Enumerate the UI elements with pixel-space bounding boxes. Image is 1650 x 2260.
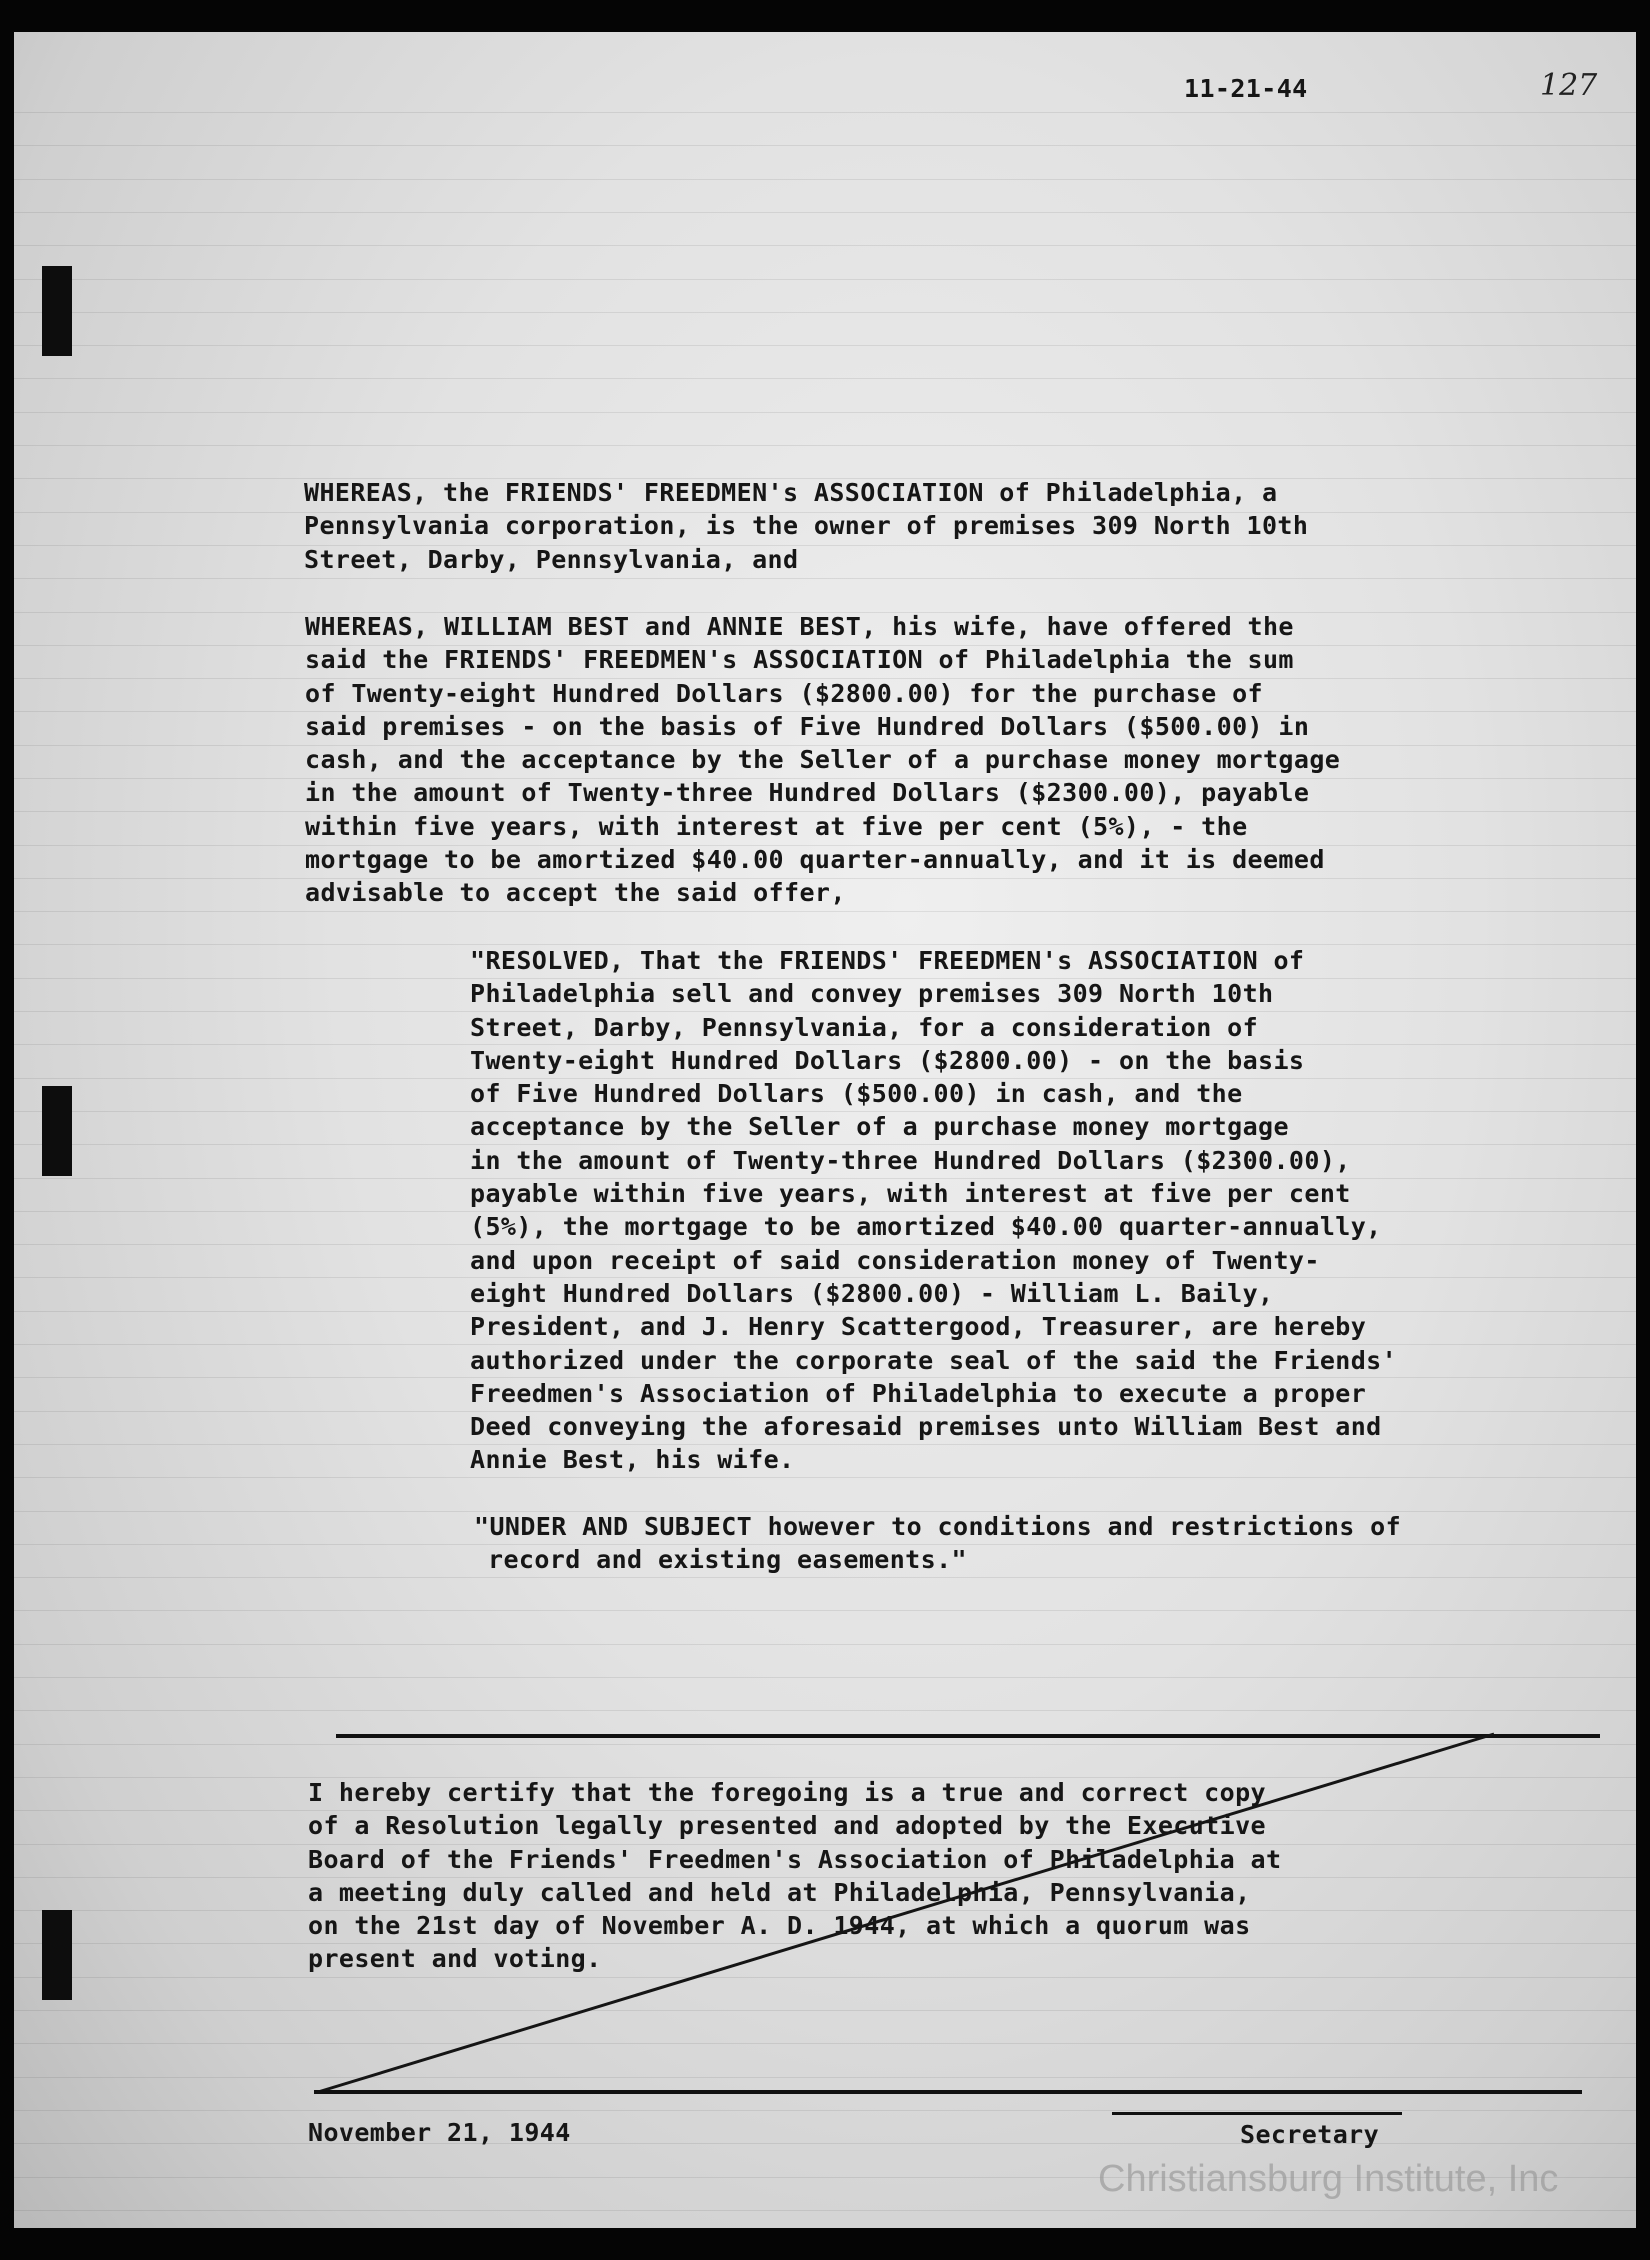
text-line: said the FRIENDS' FREEDMEN's ASSOCIATION of Philadelphia the sum [305, 645, 1294, 675]
text-line: eight Hundred Dollars ($2800.00) - William L. Baily, [470, 1278, 1274, 1308]
text-line: (5%), the mortgage to be amortized $40.00 quarter-annually, [470, 1212, 1382, 1242]
text-line: within five years, with interest at five per cent (5%), - the [305, 811, 1248, 841]
text-line: advisable to accept the said offer, [305, 878, 846, 908]
text-line: acceptance by the Seller of a purchase money mortgage [470, 1112, 1289, 1142]
text-line: Freedmen's Association of Philadelphia to execute a proper [470, 1378, 1367, 1408]
signature-label: Secretary [1240, 2120, 1380, 2149]
text-line: Pennsylvania corporation, is the owner of premises 309 North 10th [304, 511, 1309, 541]
text-line: I hereby certify that the foregoing is a true and correct copy [308, 1778, 1266, 1807]
text-line: Street, Darby, Pennsylvania, for a consideration of [470, 1012, 1259, 1042]
text-line: authorized under the corporate seal of the said the Friends' [470, 1345, 1398, 1375]
text-line: Board of the Friends' Freedmen's Association of Philadelphia at [308, 1844, 1282, 1874]
text-line: WHEREAS, the FRIENDS' FREEDMEN's ASSOCIATION of Philadelphia, a [304, 478, 1278, 507]
text-line: and upon receipt of said consideration money of Twenty- [470, 1245, 1320, 1275]
text-line: "UNDER AND SUBJECT however to conditions and restrictions of [474, 1512, 1402, 1541]
text-line: WHEREAS, WILLIAM BEST and ANNIE BEST, his wife, have offered the [305, 612, 1294, 641]
text-line: Street, Darby, Pennsylvania, and [304, 544, 799, 574]
text-line: cash, and the acceptance by the Seller of a purchase money mortgage [305, 745, 1341, 775]
watermark-text: Christiansburg Institute, Inc [1098, 2158, 1559, 2200]
text-line: Twenty-eight Hundred Dollars ($2800.00) - on the basis [470, 1045, 1305, 1075]
text-line: Deed conveying the aforesaid premises unto William Best and [470, 1412, 1382, 1442]
text-line: Annie Best, his wife. [470, 1445, 795, 1475]
text-line: said premises - on the basis of Five Hundred Dollars ($500.00) in [305, 711, 1310, 741]
text-line: in the amount of Twenty-three Hundred Dollars ($2300.00), payable [305, 778, 1310, 808]
bottom-separator-line [314, 2090, 1582, 2094]
cross-out-diagonal-line [14, 32, 1636, 2228]
text-line: in the amount of Twenty-three Hundred Dollars ($2300.00), [470, 1145, 1351, 1175]
text-line: mortgage to be amortized $40.00 quarter-annually, and it is deemed [305, 845, 1325, 875]
text-line: President, and J. Henry Scattergood, Treasurer, are hereby [470, 1312, 1367, 1342]
text-line: of Five Hundred Dollars ($500.00) in cash, and the [470, 1079, 1243, 1109]
page-number: 127 [1540, 68, 1598, 103]
paper-sheet [14, 32, 1636, 2228]
text-line: present and voting. [308, 1944, 602, 1974]
header-date: 11-21-44 [1184, 74, 1308, 103]
text-line: a meeting duly called and held at Philadelphia, Pennsylvania, [308, 1877, 1251, 1907]
text-line: Philadelphia sell and convey premises 309 North 10th [470, 979, 1274, 1009]
text-line: of a Resolution legally presented and adopted by the Executive [308, 1811, 1266, 1841]
text-line: of Twenty-eight Hundred Dollars ($2800.00) for the purchase of [305, 678, 1263, 708]
text-line: on the 21st day of November A. D. 1944, at which a quorum was [308, 1911, 1251, 1941]
text-line: payable within five years, with interest at five per cent [470, 1179, 1351, 1209]
text-line: "RESOLVED, That the FRIENDS' FREEDMEN's ASSOCIATION of [470, 946, 1305, 975]
signature-line [1112, 2112, 1402, 2115]
footer-date: November 21, 1944 [308, 2118, 571, 2147]
text-line: record and existing easements." [488, 1545, 967, 1575]
